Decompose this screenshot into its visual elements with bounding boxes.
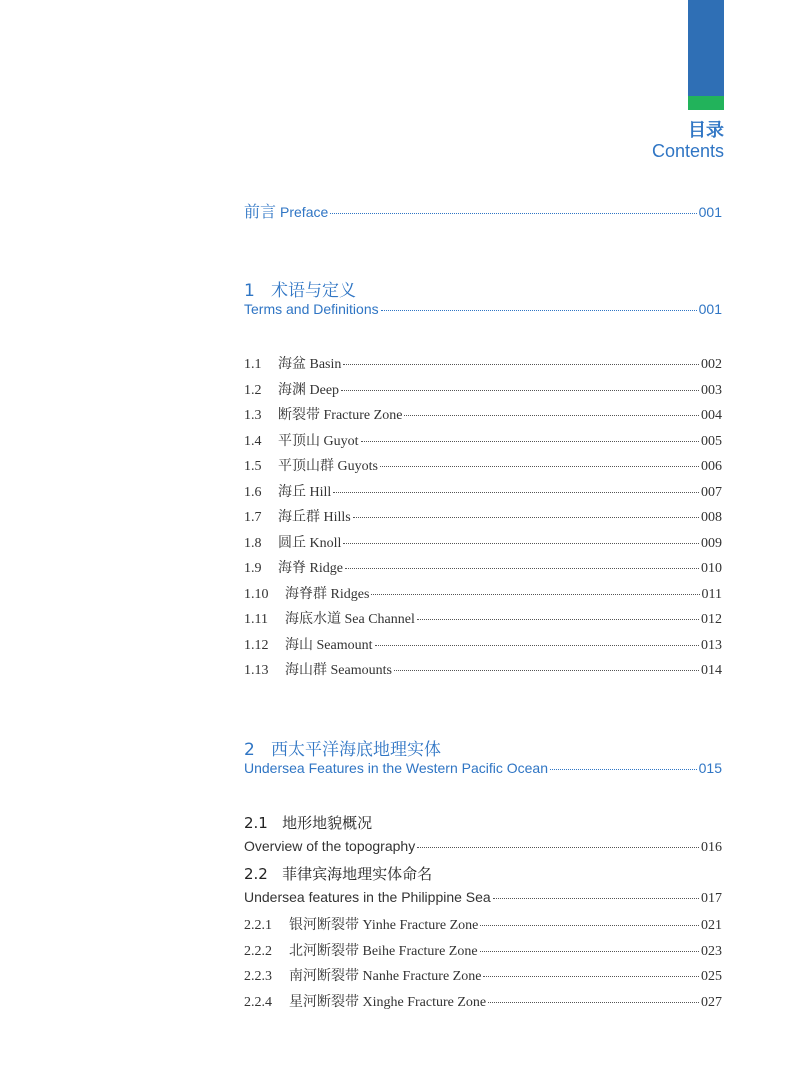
leader-dots: [488, 1002, 699, 1003]
preface-label-zh: 前言: [244, 202, 277, 221]
toc-entry[interactable]: [244, 940, 722, 960]
entry-title: 圆丘 Knoll: [278, 535, 342, 551]
entry-number: 1.7: [244, 510, 262, 525]
leader-dots: [375, 645, 700, 646]
leader-dots: [394, 670, 699, 671]
decorative-blue-bar: [688, 0, 724, 96]
entry-title: 海丘群 Hills: [278, 510, 351, 525]
chapter-1-heading: [244, 276, 356, 301]
toc-entry[interactable]: [244, 353, 722, 373]
section-number: 2.2: [244, 865, 268, 883]
leader-dots: [343, 543, 699, 544]
toc-entry[interactable]: [244, 430, 722, 450]
entry-title: 海丘 Hill: [278, 484, 332, 500]
page-number: 021: [701, 918, 722, 933]
entry-number: 2.2.3: [244, 969, 272, 984]
entry-number: 2.2.4: [244, 994, 272, 1010]
preface-label-en: Preface: [280, 204, 329, 220]
page-number: 005: [701, 433, 722, 449]
page-number: 001: [698, 204, 722, 220]
leader-dots: [480, 951, 699, 952]
page-number: 016: [701, 840, 722, 855]
leader-dots: [361, 441, 700, 442]
toc-entry-chapter-2[interactable]: [244, 760, 722, 776]
entry-number: 1.9: [244, 561, 262, 576]
toc-entry[interactable]: [244, 608, 722, 628]
toc-entry[interactable]: [244, 404, 722, 424]
toc-entry[interactable]: [244, 481, 722, 501]
entry-number: 1.3: [244, 408, 262, 423]
section-title-en: Overview of the topography: [244, 838, 416, 854]
entry-title: 平顶山群 Guyots: [278, 459, 378, 474]
toc-entry[interactable]: [244, 557, 722, 577]
entry-number: 1.11: [244, 612, 268, 627]
leader-dots: [353, 517, 699, 518]
leader-dots: [417, 847, 699, 848]
page-title-zh: 目录: [688, 120, 724, 141]
chapter-title-zh: 术语与定义: [271, 281, 357, 301]
entry-number: 2.2.1: [244, 918, 272, 933]
entry-title: 北河断裂带 Beihe Fracture Zone: [289, 943, 478, 959]
page-number: 014: [701, 663, 722, 678]
leader-dots: [417, 619, 699, 620]
entry-number: 1.10: [244, 586, 269, 602]
page-number: 025: [701, 969, 722, 984]
toc-entry-chapter-1[interactable]: [244, 301, 722, 317]
section-title-en: Undersea features in the Philippine Sea: [244, 889, 491, 905]
toc-entry[interactable]: [244, 634, 722, 654]
section-2-2-heading: [244, 863, 432, 884]
toc-entry-section-2-2[interactable]: [244, 889, 722, 907]
page-number: 008: [701, 510, 722, 525]
page-number: 001: [698, 301, 722, 317]
leader-dots: [371, 594, 699, 595]
entry-number: 2.2.2: [244, 943, 272, 959]
leader-dots: [404, 415, 699, 416]
leader-dots: [345, 568, 699, 569]
section-number: 2.1: [244, 814, 268, 832]
entry-number: 1.8: [244, 535, 262, 551]
toc-entry[interactable]: [244, 914, 722, 934]
entry-number: 1.6: [244, 484, 262, 500]
page-number: 011: [701, 586, 722, 602]
entry-title: 断裂带 Fracture Zone: [278, 408, 403, 423]
section-title-zh: 地形地貌概况: [282, 814, 373, 832]
entry-number: 1.1: [244, 357, 262, 372]
page-number: 027: [701, 994, 722, 1010]
page-number: 009: [701, 535, 722, 551]
chapter-2-heading: [244, 735, 441, 760]
leader-dots: [493, 898, 699, 899]
toc-entry[interactable]: [244, 991, 722, 1011]
toc-entry[interactable]: [244, 379, 722, 399]
section-2-1-heading: [244, 812, 372, 833]
leader-dots: [550, 769, 697, 770]
entry-number: 1.4: [244, 433, 262, 449]
page-number: 010: [701, 561, 722, 576]
toc-entry[interactable]: [244, 659, 722, 679]
leader-dots: [330, 213, 696, 214]
leader-dots: [343, 364, 699, 365]
entry-title: 南河断裂带 Nanhe Fracture Zone: [289, 969, 482, 984]
toc-entry-preface[interactable]: [244, 199, 722, 222]
leader-dots: [381, 310, 697, 311]
toc-entry[interactable]: [244, 532, 722, 552]
entry-title: 海山 Seamount: [285, 637, 373, 653]
page-number: 003: [701, 382, 722, 398]
leader-dots: [483, 976, 699, 977]
decorative-green-bar: [688, 96, 724, 110]
entry-title: 银河断裂带 Yinhe Fracture Zone: [289, 918, 479, 933]
chapter-title-en: Undersea Features in the Western Pacific Ocean: [244, 760, 549, 776]
toc-entry-section-2-1[interactable]: [244, 838, 722, 856]
leader-dots: [480, 925, 699, 926]
toc-entry[interactable]: [244, 506, 722, 526]
chapter-number: 2: [244, 740, 255, 760]
entry-title: 星河断裂带 Xinghe Fracture Zone: [289, 994, 487, 1010]
page-number: 017: [701, 891, 722, 906]
page-number: 023: [701, 943, 722, 959]
entry-title: 海渊 Deep: [278, 382, 340, 398]
page-number: 015: [698, 760, 722, 776]
leader-dots: [380, 466, 699, 467]
page-number: 013: [701, 637, 722, 653]
entry-number: 1.2: [244, 382, 262, 398]
leader-dots: [333, 492, 699, 493]
chapter-title-zh: 西太平洋海底地理实体: [271, 740, 442, 760]
page-title-en: Contents: [651, 141, 724, 161]
entry-title: 海脊 Ridge: [278, 561, 343, 576]
entry-title: 平顶山 Guyot: [278, 433, 359, 449]
page-number: 006: [701, 459, 722, 474]
page-number: 002: [701, 357, 722, 372]
page-number: 004: [701, 408, 722, 423]
entry-number: 1.5: [244, 459, 262, 474]
chapter-number: 1: [244, 281, 255, 301]
page-number: 007: [701, 484, 722, 500]
entry-title: 海山群 Seamounts: [285, 663, 392, 678]
leader-dots: [341, 390, 699, 391]
page-number: 012: [701, 612, 722, 627]
toc-entry[interactable]: [244, 455, 722, 475]
entry-number: 1.13: [244, 663, 269, 678]
entry-number: 1.12: [244, 637, 269, 653]
toc-entry[interactable]: [244, 965, 722, 985]
entry-title: 海脊群 Ridges: [285, 586, 370, 602]
toc-entry[interactable]: [244, 583, 722, 603]
entry-title: 海底水道 Sea Channel: [285, 612, 415, 627]
section-title-zh: 菲律宾海地理实体命名: [282, 865, 433, 883]
entry-title: 海盆 Basin: [278, 357, 342, 372]
chapter-title-en: Terms and Definitions: [244, 301, 379, 317]
